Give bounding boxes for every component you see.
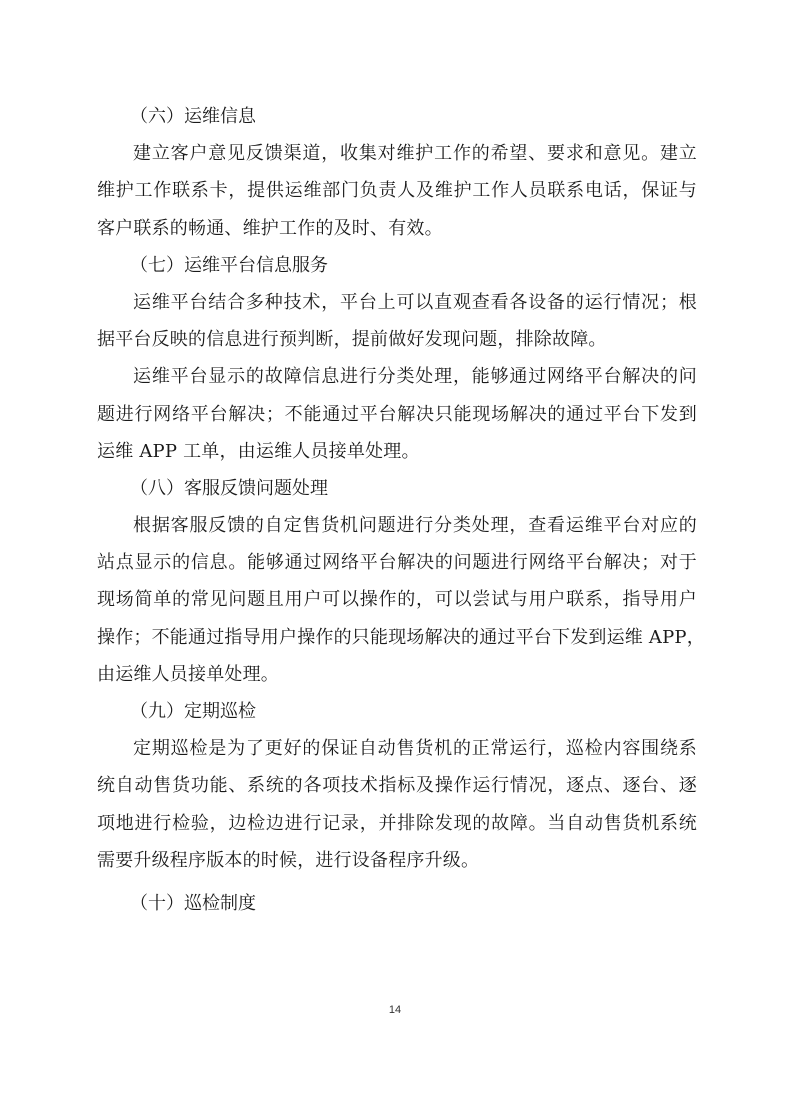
section-heading-8: （八）客服反馈问题处理 (130, 477, 328, 499)
section-heading-9: （九）定期巡检 (130, 701, 256, 722)
document-page (97, 98, 705, 922)
section-heading-7: （七）运维平台信息服务 (130, 254, 328, 276)
paragraph (97, 284, 697, 358)
text-line: 站点显示的信息。能够通过网络平台解决的问题进行网络平台解决；对于 (97, 552, 697, 574)
text-line: 操作；不能通过指导用户操作的只能现场解决的通过平台下发到运维 APP， (97, 626, 705, 648)
text-line: 建立客户意见反馈渠道，收集对维护工作的希望、要求和意见。建立 (133, 143, 697, 165)
text-line: 由运维人员接单处理。 (97, 663, 279, 685)
text-line: 项地进行检验，边检边进行记录，并排除发现的故障。当自动售货机系统 (97, 812, 697, 834)
text-line: 统自动售货功能、系统的各项技术指标及操作运行情况，逐点、逐台、逐 (97, 775, 697, 797)
text-line: 定期巡检是为了更好的保证自动售货机的正常运行，巡检内容围绕系 (133, 738, 697, 760)
paragraph (97, 507, 705, 693)
text-line: 需要升级程序版本的时候，进行设备程序升级。 (97, 849, 480, 871)
text-line: 运维平台显示的故障信息进行分类处理，能够通过网络平台解决的问 (133, 366, 697, 388)
page-number: 14 (388, 1004, 402, 1016)
paragraph (97, 730, 697, 879)
paragraph (97, 135, 697, 247)
text-line: 现场简单的常见问题且用户可以操作的，可以尝试与用户联系，指导用户 (97, 589, 697, 611)
text-line: 客户联系的畅通、维护工作的及时、有效。 (97, 217, 443, 239)
section-heading-10: （十）巡检制度 (130, 892, 256, 914)
paragraph (97, 358, 697, 470)
text-line: 题进行网络平台解决；不能通过平台解决只能现场解决的通过平台下发到 (97, 403, 697, 425)
text-line: 运维平台结合多种技术，平台上可以直观查看各设备的运行情况；根 (133, 291, 697, 313)
text-line: 运维 APP 工单，由运维人员接单处理。 (97, 440, 420, 462)
text-line: 维护工作联系卡，提供运维部门负责人及维护工作人员联系电话，保证与 (97, 180, 697, 202)
section-heading-6: （六）运维信息 (130, 106, 256, 127)
text-line: 根据客服反馈的自定售货机问题进行分类处理，查看运维平台对应的 (133, 515, 697, 537)
text-line: 据平台反映的信息进行预判断，提前做好发现问题，排除故障。 (97, 329, 607, 351)
